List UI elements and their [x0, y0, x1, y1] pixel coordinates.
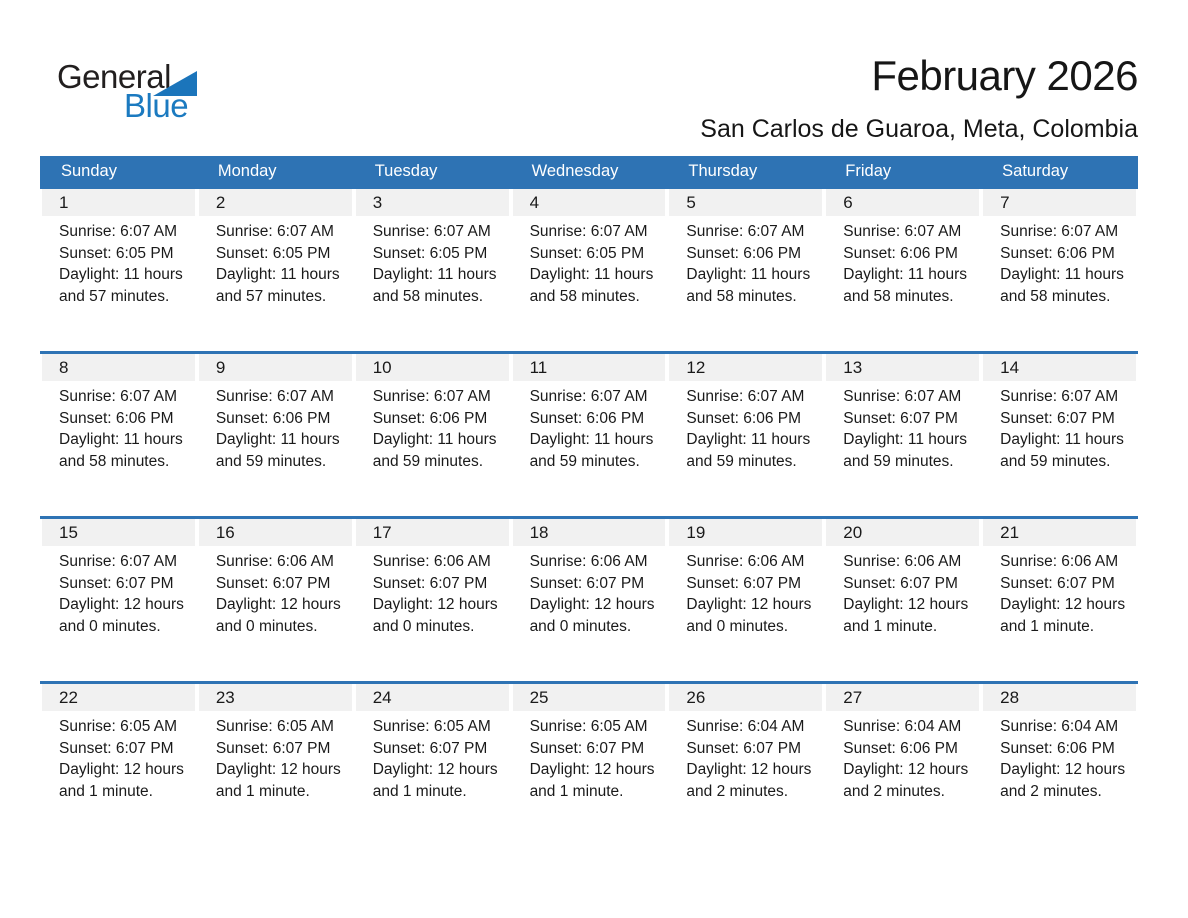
daylight-text-line1: Daylight: 12 hours: [686, 761, 812, 778]
daylight-text-line1: Daylight: 11 hours: [215, 266, 340, 283]
logo-word-general: General: [57, 58, 171, 95]
day-cell-28: [981, 684, 1138, 846]
day-number: 9: [199, 354, 352, 381]
sunset-text: Sunset: 6:06 PM: [529, 409, 645, 427]
day-cell-18: [511, 519, 668, 681]
sunset-text: Sunset: 6:05 PM: [529, 244, 645, 262]
week-row: [40, 351, 1138, 516]
calendar-weeks: [40, 186, 1138, 846]
calendar-grid: [40, 156, 1138, 846]
sunset-text: Sunset: 6:06 PM: [843, 739, 958, 757]
day-info: [354, 711, 511, 802]
sunrise-text: Sunrise: 6:05 AM: [59, 718, 178, 735]
day-cell-24: [354, 684, 511, 846]
daylight-text-line2: and 1 minute.: [529, 782, 624, 800]
daylight-text-line2: and 58 minutes.: [529, 287, 640, 305]
daylight-text-line1: Daylight: 12 hours: [372, 761, 498, 778]
day-info: [824, 381, 981, 472]
day-cell-3: [354, 189, 511, 351]
day-info: [354, 381, 511, 472]
day-header-wednesday: Wednesday: [531, 162, 619, 180]
day-cell-4: [511, 189, 668, 351]
sunset-text: Sunset: 6:07 PM: [843, 574, 958, 592]
day-info: [511, 546, 668, 637]
daylight-text-line2: and 59 minutes.: [372, 452, 483, 470]
day-number: 28: [983, 684, 1136, 711]
day-number: 3: [356, 189, 509, 216]
daylight-text-line2: and 58 minutes.: [686, 287, 797, 305]
daylight-text-line1: Daylight: 12 hours: [372, 596, 498, 613]
daylight-text-line1: Daylight: 11 hours: [686, 266, 811, 283]
daylight-text-line1: Daylight: 11 hours: [686, 431, 811, 448]
day-number: 11: [513, 354, 666, 381]
day-number: 27: [826, 684, 979, 711]
day-info: [667, 711, 824, 802]
day-header-sunday: Sunday: [61, 162, 117, 180]
day-info: [197, 711, 354, 802]
general-blue-logo: [57, 60, 237, 122]
location-subtitle: San Carlos de Guaroa, Meta, Colombia: [700, 115, 1138, 143]
daylight-text-line1: Daylight: 11 hours: [215, 431, 340, 448]
daylight-text-line1: Daylight: 12 hours: [215, 596, 341, 613]
sunset-text: Sunset: 6:07 PM: [215, 739, 331, 757]
daylight-text-line1: Daylight: 11 hours: [529, 431, 654, 448]
day-cell-12: [667, 354, 824, 516]
day-number: 26: [669, 684, 822, 711]
sunrise-text: Sunrise: 6:06 AM: [529, 553, 648, 570]
day-number: 22: [42, 684, 195, 711]
daylight-text-line1: Daylight: 12 hours: [1000, 761, 1126, 778]
sunrise-text: Sunrise: 6:06 AM: [1000, 553, 1119, 570]
sunset-text: Sunset: 6:07 PM: [372, 739, 488, 757]
sunrise-text: Sunrise: 6:07 AM: [1000, 223, 1119, 240]
sunrise-text: Sunrise: 6:07 AM: [372, 223, 491, 240]
daylight-text-line1: Daylight: 12 hours: [686, 596, 812, 613]
day-cell-26: [667, 684, 824, 846]
sunset-text: Sunset: 6:05 PM: [372, 244, 488, 262]
day-number: 5: [669, 189, 822, 216]
daylight-text-line2: and 0 minutes.: [686, 617, 789, 635]
day-cell-1: [40, 189, 197, 351]
sunset-text: Sunset: 6:06 PM: [215, 409, 331, 427]
daylight-text-line1: Daylight: 11 hours: [529, 266, 654, 283]
daylight-text-line1: Daylight: 12 hours: [59, 596, 184, 613]
day-header-friday: Friday: [845, 162, 892, 180]
sunset-text: Sunset: 6:07 PM: [1000, 574, 1115, 592]
day-info: [981, 546, 1138, 637]
day-info: [40, 216, 197, 307]
logo-word-blue: Blue: [124, 87, 189, 124]
sunset-text: Sunset: 6:07 PM: [59, 739, 174, 757]
daylight-text-line1: Daylight: 12 hours: [215, 761, 341, 778]
day-number: 1: [42, 189, 195, 216]
sunset-text: Sunset: 6:07 PM: [529, 739, 645, 757]
day-cell-14: [981, 354, 1138, 516]
sunrise-text: Sunrise: 6:07 AM: [529, 388, 648, 405]
sunrise-text: Sunrise: 6:07 AM: [215, 223, 334, 240]
day-number: 12: [669, 354, 822, 381]
sunrise-text: Sunrise: 6:05 AM: [529, 718, 648, 735]
day-header-saturday: Saturday: [1002, 162, 1069, 180]
daylight-text-line2: and 59 minutes.: [529, 452, 640, 470]
sunset-text: Sunset: 6:07 PM: [59, 574, 174, 592]
day-info: [511, 216, 668, 307]
daylight-text-line2: and 0 minutes.: [215, 617, 318, 635]
day-cell-6: [824, 189, 981, 351]
day-info: [197, 546, 354, 637]
daylight-text-line1: Daylight: 11 hours: [59, 266, 183, 283]
sunset-text: Sunset: 6:06 PM: [372, 409, 488, 427]
sunset-text: Sunset: 6:06 PM: [1000, 244, 1115, 262]
sunrise-text: Sunrise: 6:05 AM: [215, 718, 334, 735]
sunrise-text: Sunrise: 6:07 AM: [59, 223, 178, 240]
day-cell-2: [197, 189, 354, 351]
day-number: 21: [983, 519, 1136, 546]
day-cell-15: [40, 519, 197, 681]
day-cell-27: [824, 684, 981, 846]
sunset-text: Sunset: 6:07 PM: [1000, 409, 1115, 427]
sunrise-text: Sunrise: 6:07 AM: [372, 388, 491, 405]
daylight-text-line2: and 59 minutes.: [215, 452, 327, 470]
day-cell-19: [667, 519, 824, 681]
day-info: [40, 381, 197, 472]
day-info: [40, 711, 197, 802]
day-info: [40, 546, 197, 637]
day-cell-17: [354, 519, 511, 681]
sunset-text: Sunset: 6:06 PM: [686, 409, 802, 427]
daylight-text-line2: and 0 minutes.: [529, 617, 632, 635]
daylight-text-line1: Daylight: 12 hours: [59, 761, 184, 778]
sunset-text: Sunset: 6:06 PM: [1000, 739, 1115, 757]
day-cell-10: [354, 354, 511, 516]
sunrise-text: Sunrise: 6:07 AM: [843, 388, 962, 405]
sunset-text: Sunset: 6:06 PM: [59, 409, 174, 427]
day-info: [511, 381, 668, 472]
sunrise-text: Sunrise: 6:07 AM: [686, 223, 805, 240]
sunrise-text: Sunrise: 6:07 AM: [215, 388, 334, 405]
sunset-text: Sunset: 6:07 PM: [686, 574, 802, 592]
day-info: [354, 546, 511, 637]
day-number: 25: [513, 684, 666, 711]
day-cell-8: [40, 354, 197, 516]
daylight-text-line1: Daylight: 11 hours: [843, 431, 968, 448]
day-number: 18: [513, 519, 666, 546]
day-number: 6: [826, 189, 979, 216]
daylight-text-line2: and 0 minutes.: [372, 617, 475, 635]
sunrise-text: Sunrise: 6:04 AM: [1000, 718, 1119, 735]
day-number: 7: [983, 189, 1136, 216]
week-row: [40, 186, 1138, 351]
sunset-text: Sunset: 6:06 PM: [686, 244, 802, 262]
sunrise-text: Sunrise: 6:06 AM: [843, 553, 962, 570]
daylight-text-line2: and 0 minutes.: [59, 617, 161, 635]
day-info: [354, 216, 511, 307]
daylight-text-line2: and 57 minutes.: [59, 287, 170, 305]
day-info: [667, 381, 824, 472]
sunrise-text: Sunrise: 6:07 AM: [59, 388, 178, 405]
daylight-text-line2: and 2 minutes.: [1000, 782, 1102, 800]
daylight-text-line1: Daylight: 12 hours: [843, 596, 969, 613]
day-number: 10: [356, 354, 509, 381]
sunrise-text: Sunrise: 6:07 AM: [1000, 388, 1119, 405]
day-number: 24: [356, 684, 509, 711]
daylight-text-line1: Daylight: 11 hours: [372, 266, 497, 283]
day-info: [824, 546, 981, 637]
sunset-text: Sunset: 6:07 PM: [372, 574, 488, 592]
daylight-text-line2: and 58 minutes.: [843, 287, 954, 305]
sunset-text: Sunset: 6:05 PM: [59, 244, 174, 262]
day-cell-16: [197, 519, 354, 681]
daylight-text-line1: Daylight: 11 hours: [372, 431, 497, 448]
daylight-text-line1: Daylight: 11 hours: [59, 431, 183, 448]
day-info: [981, 711, 1138, 802]
day-number: 20: [826, 519, 979, 546]
sunrise-text: Sunrise: 6:04 AM: [686, 718, 805, 735]
daylight-text-line2: and 57 minutes.: [215, 287, 327, 305]
daylight-text-line2: and 2 minutes.: [843, 782, 945, 800]
day-info: [981, 216, 1138, 307]
day-number: 23: [199, 684, 352, 711]
day-cell-20: [824, 519, 981, 681]
day-cell-9: [197, 354, 354, 516]
daylight-text-line1: Daylight: 11 hours: [843, 266, 968, 283]
day-info: [824, 711, 981, 802]
daylight-text-line2: and 58 minutes.: [59, 452, 170, 470]
daylight-text-line2: and 1 minute.: [215, 782, 310, 800]
day-cell-21: [981, 519, 1138, 681]
daylight-text-line2: and 1 minute.: [59, 782, 153, 800]
day-number: 19: [669, 519, 822, 546]
day-number: 2: [199, 189, 352, 216]
daylight-text-line2: and 2 minutes.: [686, 782, 789, 800]
sunset-text: Sunset: 6:07 PM: [215, 574, 331, 592]
day-number: 4: [513, 189, 666, 216]
daylight-text-line2: and 59 minutes.: [843, 452, 954, 470]
sunset-text: Sunset: 6:06 PM: [843, 244, 958, 262]
week-row: [40, 681, 1138, 846]
sunset-text: Sunset: 6:07 PM: [686, 739, 802, 757]
day-cell-5: [667, 189, 824, 351]
day-info: [981, 381, 1138, 472]
day-cell-25: [511, 684, 668, 846]
day-cell-23: [197, 684, 354, 846]
calendar-day-headers: [40, 156, 1138, 186]
daylight-text-line2: and 58 minutes.: [1000, 287, 1111, 305]
day-info: [197, 381, 354, 472]
sunrise-text: Sunrise: 6:07 AM: [686, 388, 805, 405]
daylight-text-line2: and 59 minutes.: [1000, 452, 1111, 470]
day-header-thursday: Thursday: [688, 162, 758, 180]
sunrise-text: Sunrise: 6:04 AM: [843, 718, 962, 735]
week-row: [40, 516, 1138, 681]
day-number: 8: [42, 354, 195, 381]
daylight-text-line1: Daylight: 12 hours: [529, 596, 655, 613]
day-header-monday: Monday: [217, 162, 277, 180]
daylight-text-line1: Daylight: 12 hours: [843, 761, 969, 778]
daylight-text-line2: and 58 minutes.: [372, 287, 483, 305]
daylight-text-line2: and 1 minute.: [843, 617, 938, 635]
daylight-text-line2: and 1 minute.: [1000, 617, 1095, 635]
day-number: 13: [826, 354, 979, 381]
daylight-text-line1: Daylight: 12 hours: [1000, 596, 1126, 613]
day-number: 14: [983, 354, 1136, 381]
daylight-text-line1: Daylight: 11 hours: [1000, 431, 1124, 448]
sunset-text: Sunset: 6:07 PM: [843, 409, 958, 427]
sunrise-text: Sunrise: 6:07 AM: [529, 223, 648, 240]
page-title: February 2026: [871, 52, 1138, 99]
sunrise-text: Sunrise: 6:05 AM: [372, 718, 491, 735]
day-header-tuesday: Tuesday: [374, 162, 438, 180]
day-cell-22: [40, 684, 197, 846]
sunrise-text: Sunrise: 6:06 AM: [215, 553, 334, 570]
sunset-text: Sunset: 6:05 PM: [215, 244, 331, 262]
daylight-text-line2: and 1 minute.: [372, 782, 467, 800]
day-cell-11: [511, 354, 668, 516]
day-cell-13: [824, 354, 981, 516]
day-number: 17: [356, 519, 509, 546]
sunrise-text: Sunrise: 6:06 AM: [686, 553, 805, 570]
daylight-text-line2: and 59 minutes.: [686, 452, 797, 470]
sunrise-text: Sunrise: 6:07 AM: [843, 223, 962, 240]
day-info: [511, 711, 668, 802]
day-info: [667, 216, 824, 307]
day-cell-7: [981, 189, 1138, 351]
day-info: [197, 216, 354, 307]
daylight-text-line1: Daylight: 12 hours: [529, 761, 655, 778]
daylight-text-line1: Daylight: 11 hours: [1000, 266, 1124, 283]
day-number: 16: [199, 519, 352, 546]
day-info: [667, 546, 824, 637]
sunset-text: Sunset: 6:07 PM: [529, 574, 645, 592]
sunrise-text: Sunrise: 6:07 AM: [59, 553, 178, 570]
sunrise-text: Sunrise: 6:06 AM: [372, 553, 491, 570]
day-info: [824, 216, 981, 307]
day-number: 15: [42, 519, 195, 546]
